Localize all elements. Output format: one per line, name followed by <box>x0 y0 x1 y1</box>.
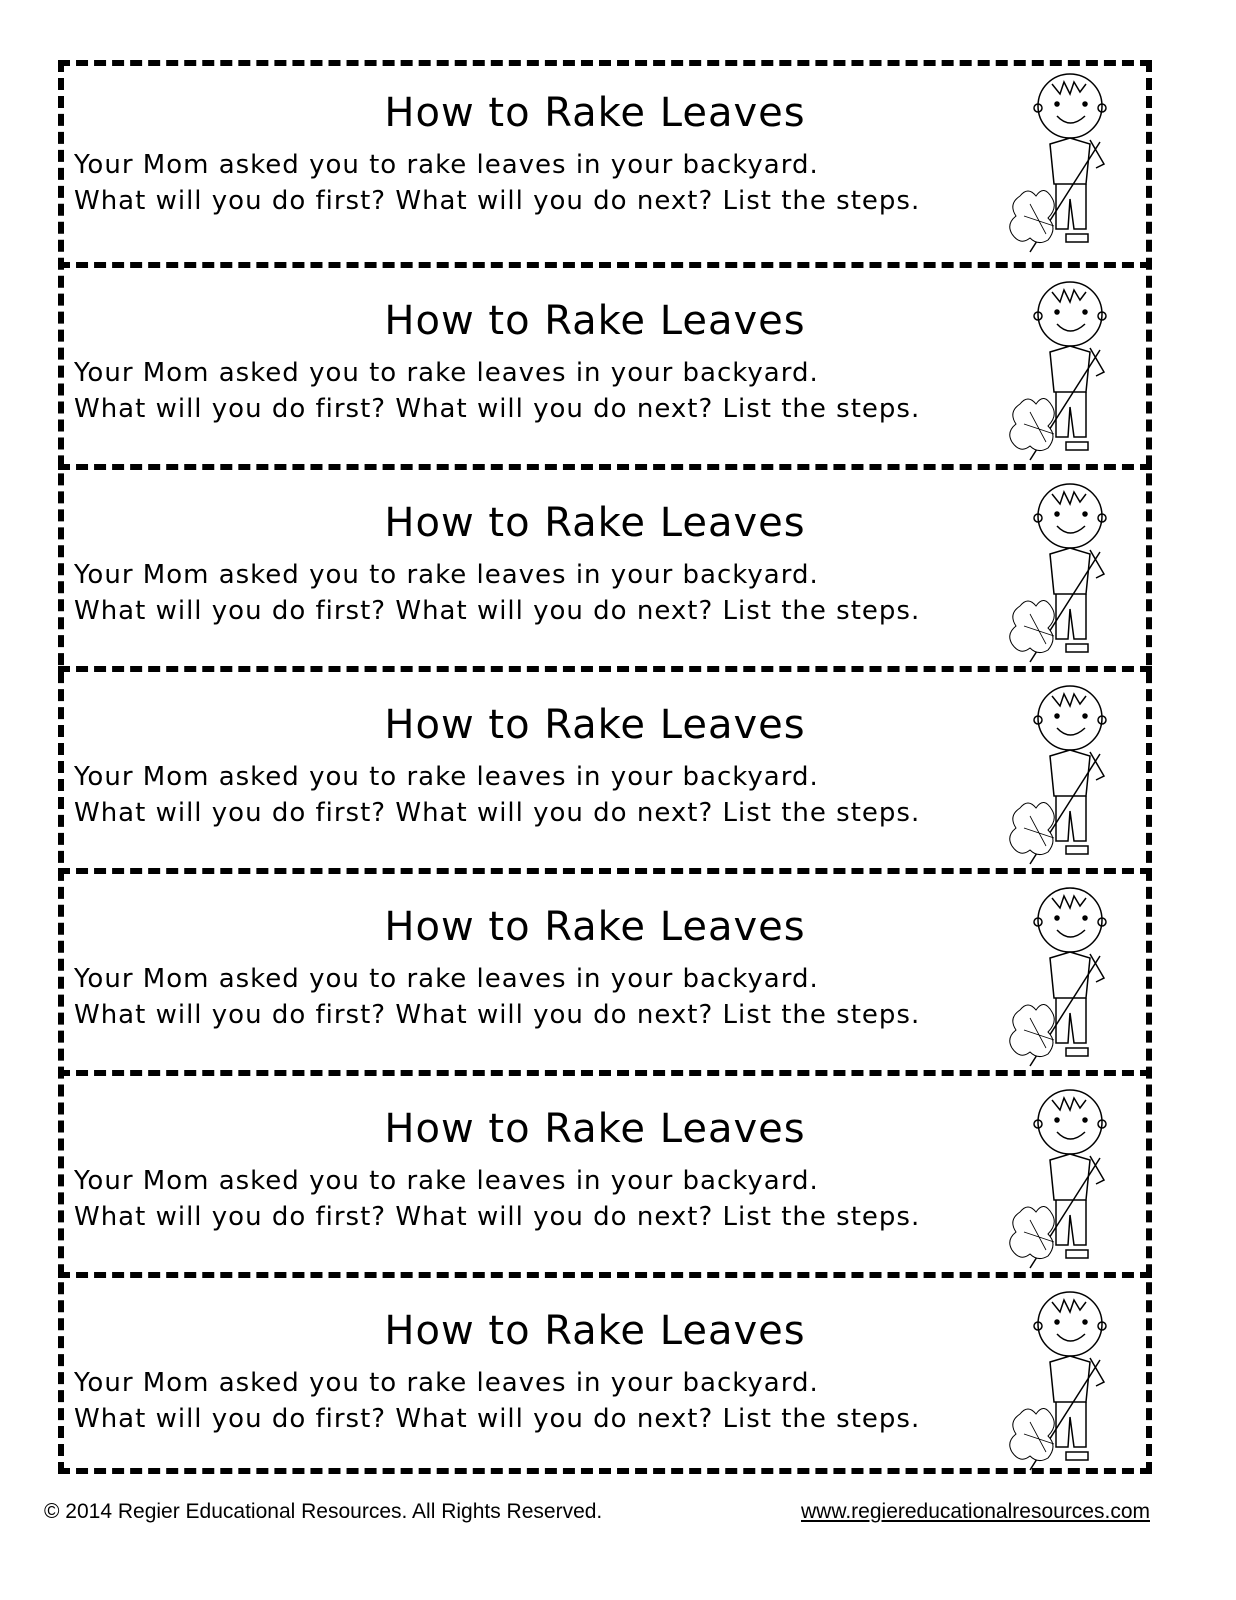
card-title: How to Rake Leaves <box>384 904 806 950</box>
card-prompt-line-2: What will you do first? What will you do next? List the steps. <box>74 394 921 424</box>
task-card-strip <box>58 1070 1152 1272</box>
card-prompt-line-2: What will you do first? What will you do next? List the steps. <box>74 1000 921 1030</box>
card-prompt-line-1: Your Mom asked you to rake leaves in your backyard. <box>74 1166 819 1196</box>
worksheet-strips <box>58 60 1152 1474</box>
boy-raking-leaves-icon <box>1000 880 1130 1070</box>
task-card-strip <box>58 464 1152 666</box>
boy-raking-leaves-icon <box>1000 274 1130 464</box>
card-prompt-line-2: What will you do first? What will you do next? List the steps. <box>74 596 921 626</box>
card-prompt-line-2: What will you do first? What will you do next? List the steps. <box>74 1404 921 1434</box>
card-prompt-line-1: Your Mom asked you to rake leaves in your backyard. <box>74 560 819 590</box>
card-prompt-line-1: Your Mom asked you to rake leaves in your backyard. <box>74 762 819 792</box>
boy-raking-leaves-icon <box>1000 66 1130 256</box>
card-title: How to Rake Leaves <box>384 702 806 748</box>
card-prompt-line-2: What will you do first? What will you do next? List the steps. <box>74 798 921 828</box>
card-title: How to Rake Leaves <box>384 500 806 546</box>
boy-raking-leaves-icon <box>1000 1284 1130 1474</box>
boy-raking-leaves-icon <box>1000 476 1130 666</box>
card-title: How to Rake Leaves <box>384 298 806 344</box>
card-prompt-line-2: What will you do first? What will you do next? List the steps. <box>74 1202 921 1232</box>
copyright-text: © 2014 Regier Educational Resources. All Rights Reserved. <box>44 1500 603 1523</box>
boy-raking-leaves-icon <box>1000 1082 1130 1272</box>
task-card-strip <box>58 262 1152 464</box>
task-card-strip <box>58 60 1152 262</box>
card-title: How to Rake Leaves <box>384 90 806 136</box>
footer <box>44 1500 1150 1524</box>
boy-raking-leaves-icon <box>1000 678 1130 868</box>
card-prompt-line-2: What will you do first? What will you do next? List the steps. <box>74 186 921 216</box>
task-card-strip <box>58 666 1152 868</box>
card-prompt-line-1: Your Mom asked you to rake leaves in your backyard. <box>74 150 819 180</box>
website-link[interactable]: www.regiereducationalresources.com <box>801 1500 1150 1523</box>
card-prompt-line-1: Your Mom asked you to rake leaves in your backyard. <box>74 964 819 994</box>
card-prompt-line-1: Your Mom asked you to rake leaves in your backyard. <box>74 1368 819 1398</box>
card-prompt-line-1: Your Mom asked you to rake leaves in your backyard. <box>74 358 819 388</box>
task-card-strip <box>58 868 1152 1070</box>
task-card-strip <box>58 1272 1152 1474</box>
card-title: How to Rake Leaves <box>384 1106 806 1152</box>
card-title: How to Rake Leaves <box>384 1308 806 1354</box>
